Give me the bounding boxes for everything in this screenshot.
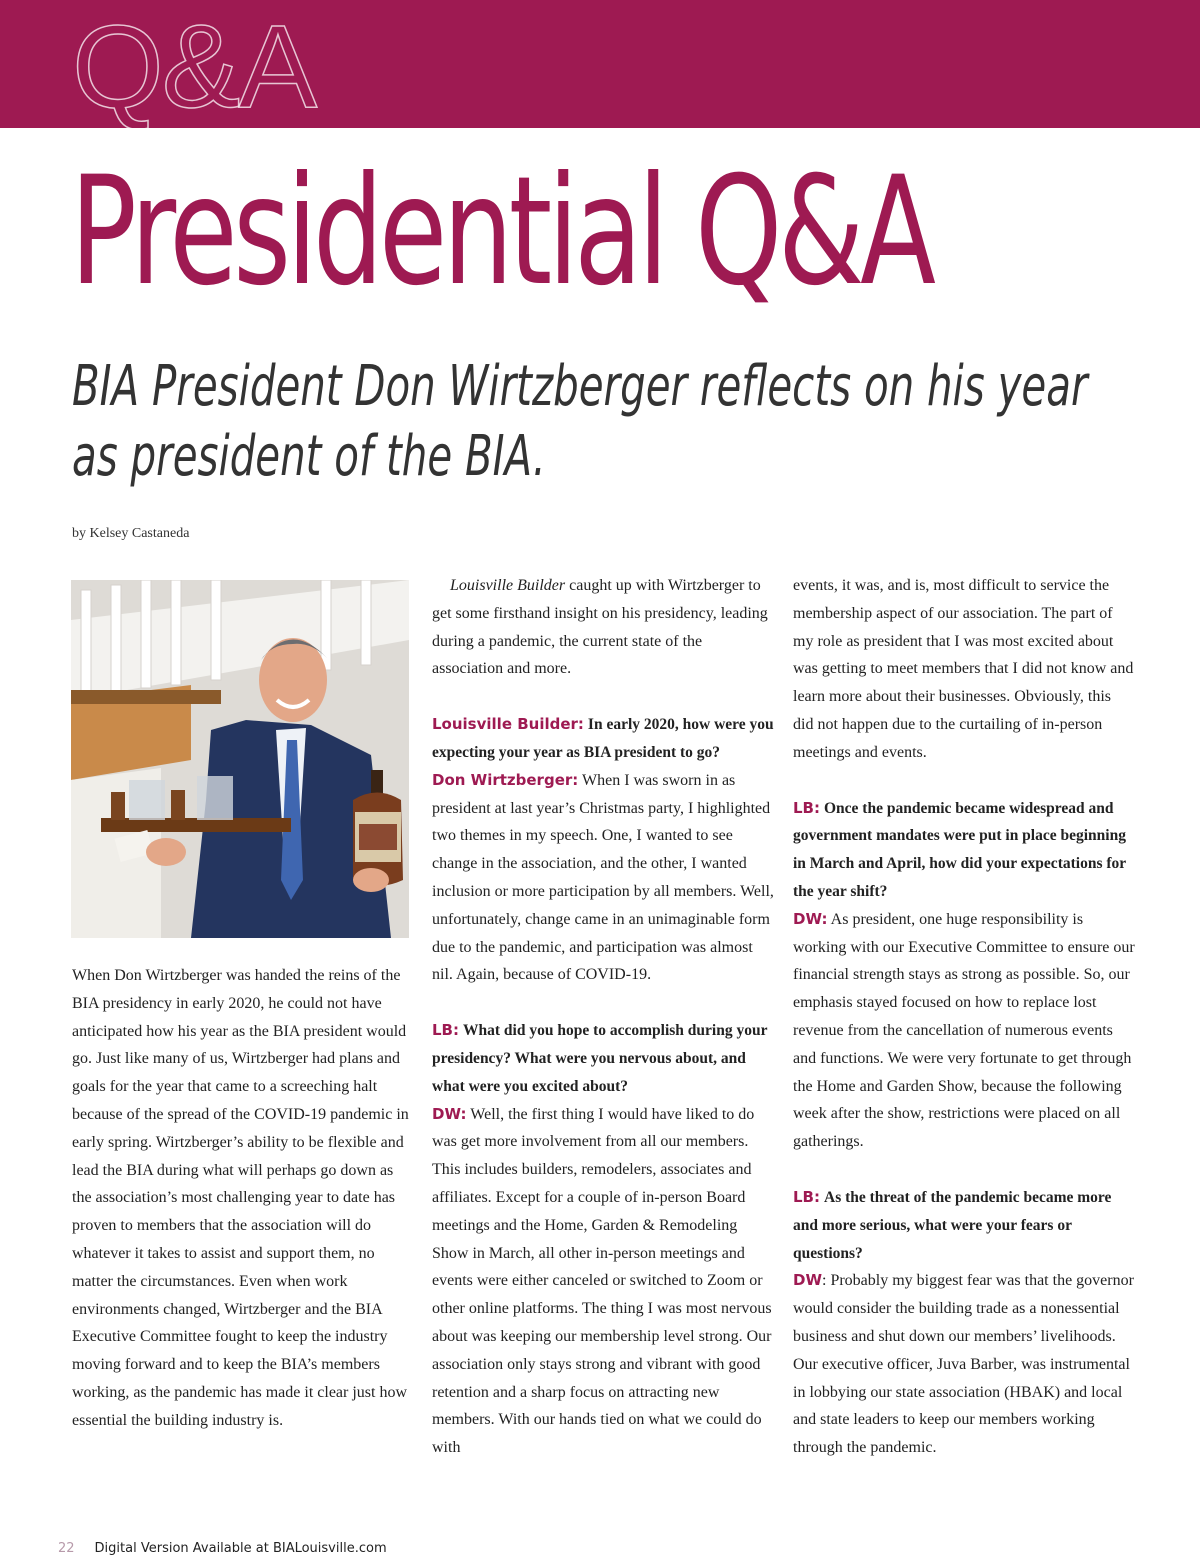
footer-link-text[interactable]: Digital Version Available at BIALouisville.com bbox=[94, 1541, 387, 1556]
lead-text: caught up with Wirtzberger to get some firsthand insight on his presidency, leading during a pandemic, the current state of the association and more. bbox=[432, 577, 768, 678]
answer-4 bbox=[793, 1267, 1135, 1462]
answer-speaker: DW: bbox=[793, 909, 828, 928]
answer-speaker: DW: bbox=[432, 1104, 467, 1123]
answer-speaker: Don Wirtzberger: bbox=[432, 770, 579, 789]
intro-paragraph: When Don Wirtzberger was handed the reins of the BIA presidency in early 2020, he could not have anticipated how his year as the BIA president would go. Just like many of us, Wirtzberger had plans and goals for the year that came to a screeching halt because of the spread of the COVID-19 pandemic in early spring. Wirtzberger’s ability to be flexible and lead the BIA during what will perhaps go down as the association’s most challenging year to date has proven to members that the association will do whatever it takes to assist and support them, no matter the circumstances. Even when work environments changed, Wirtzberger and the BIA Executive Committee fought to keep the industry moving forward and to keep the BIA’s members working, as the pandemic has made it clear just how essential the building industry is. bbox=[72, 967, 409, 1429]
question-text: In early 2020, how were you expecting your year as BIA president to go? bbox=[432, 716, 774, 761]
page-number: 22 bbox=[58, 1541, 75, 1556]
article-title: Presidential Q&A bbox=[70, 145, 932, 319]
question-3 bbox=[793, 795, 1135, 906]
middle-column bbox=[432, 572, 774, 1462]
answer-2-continued: events, it was, and is, most difficult to service the membership aspect of our association. The part of my role as president that I was most excited about was getting to meet members that I did not know and learn more about their businesses. Obviously, this did not happen due to the curtailing of in-person meetings and events. bbox=[793, 577, 1134, 761]
article-subtitle: BIA President Don Wirtzberger reflects on his year as president of the BIA. bbox=[72, 354, 1088, 489]
question-1 bbox=[432, 711, 774, 767]
answer-text: : Probably my biggest fear was that the governor would consider the building trade as a nonessential business and shut down our members’ livelihoods. Our executive officer, Juva Barber, was instrumental in lobbying our state association (HBAK) and local and state leaders to keep our members working through the pandemic. bbox=[793, 1272, 1134, 1457]
publication-name: Louisville Builder bbox=[450, 577, 566, 594]
answer-text: As president, one huge responsibility is working with our Executive Committee to ensure our financial strength stays as strong as possible. So, our emphasis stayed focused on how to replace lost revenue from the cancellation of numerous events and functions. We were very fortunate to get through the Home and Garden Show, because the following week after the show, restrictions were placed on all gatherings. bbox=[793, 910, 1135, 1151]
intro-column bbox=[72, 962, 412, 1435]
question-text: What did you hope to accomplish during your presidency? What were you nervous about, and what were you excited about? bbox=[432, 1022, 768, 1095]
answer-speaker: DW bbox=[793, 1271, 822, 1290]
section-mark: Q&A bbox=[72, 1, 316, 133]
byline: by Kelsey Castaneda bbox=[72, 526, 190, 541]
page-footer bbox=[58, 1541, 387, 1556]
question-speaker: Louisville Builder: bbox=[432, 715, 584, 734]
answer-1 bbox=[432, 767, 774, 989]
question-text: Once the pandemic became widespread and government mandates were put in place beginning in March and April, how did your expectations for the year shift? bbox=[793, 799, 1126, 900]
answer-3 bbox=[793, 906, 1135, 1156]
question-speaker: LB: bbox=[432, 1021, 459, 1040]
portrait-photo bbox=[71, 580, 409, 938]
answer-2 bbox=[432, 1101, 774, 1462]
question-2 bbox=[432, 1017, 774, 1100]
answer-text: Well, the first thing I would have liked to do was get more involvement from all our members. This includes builders, remodelers, associates and affiliates. Except for a couple of in-person Board meetings and the Home, Garden & Remodeling Show in March, all other in-person meetings and events were either canceled or switched to Zoom or other online platforms. The thing I was most nervous about was keeping our membership level strong. Our association only stays strong and vibrant with good retention and a sharp focus on attracting new members. With our hands tied on what we could do with bbox=[432, 1105, 772, 1457]
header-banner bbox=[0, 0, 1200, 133]
question-text: As the threat of the pandemic became more and more serious, what were your fears or questions? bbox=[793, 1188, 1112, 1262]
lead-paragraph bbox=[432, 572, 774, 683]
question-4 bbox=[793, 1184, 1135, 1267]
question-speaker: LB: bbox=[793, 798, 820, 817]
right-column bbox=[793, 572, 1135, 1462]
answer-text: When I was sworn in as president at last year’s Christmas party, I highlighted two themes in my speech. One, I wanted to see change in the association, and the other, I wanted inclusion or more participation by all members. Well, unfortunately, change came in an unimaginable form due to the pandemic, and participation was almost nil. Again, because of COVID-19. bbox=[432, 771, 774, 984]
question-speaker: LB: bbox=[793, 1187, 820, 1206]
